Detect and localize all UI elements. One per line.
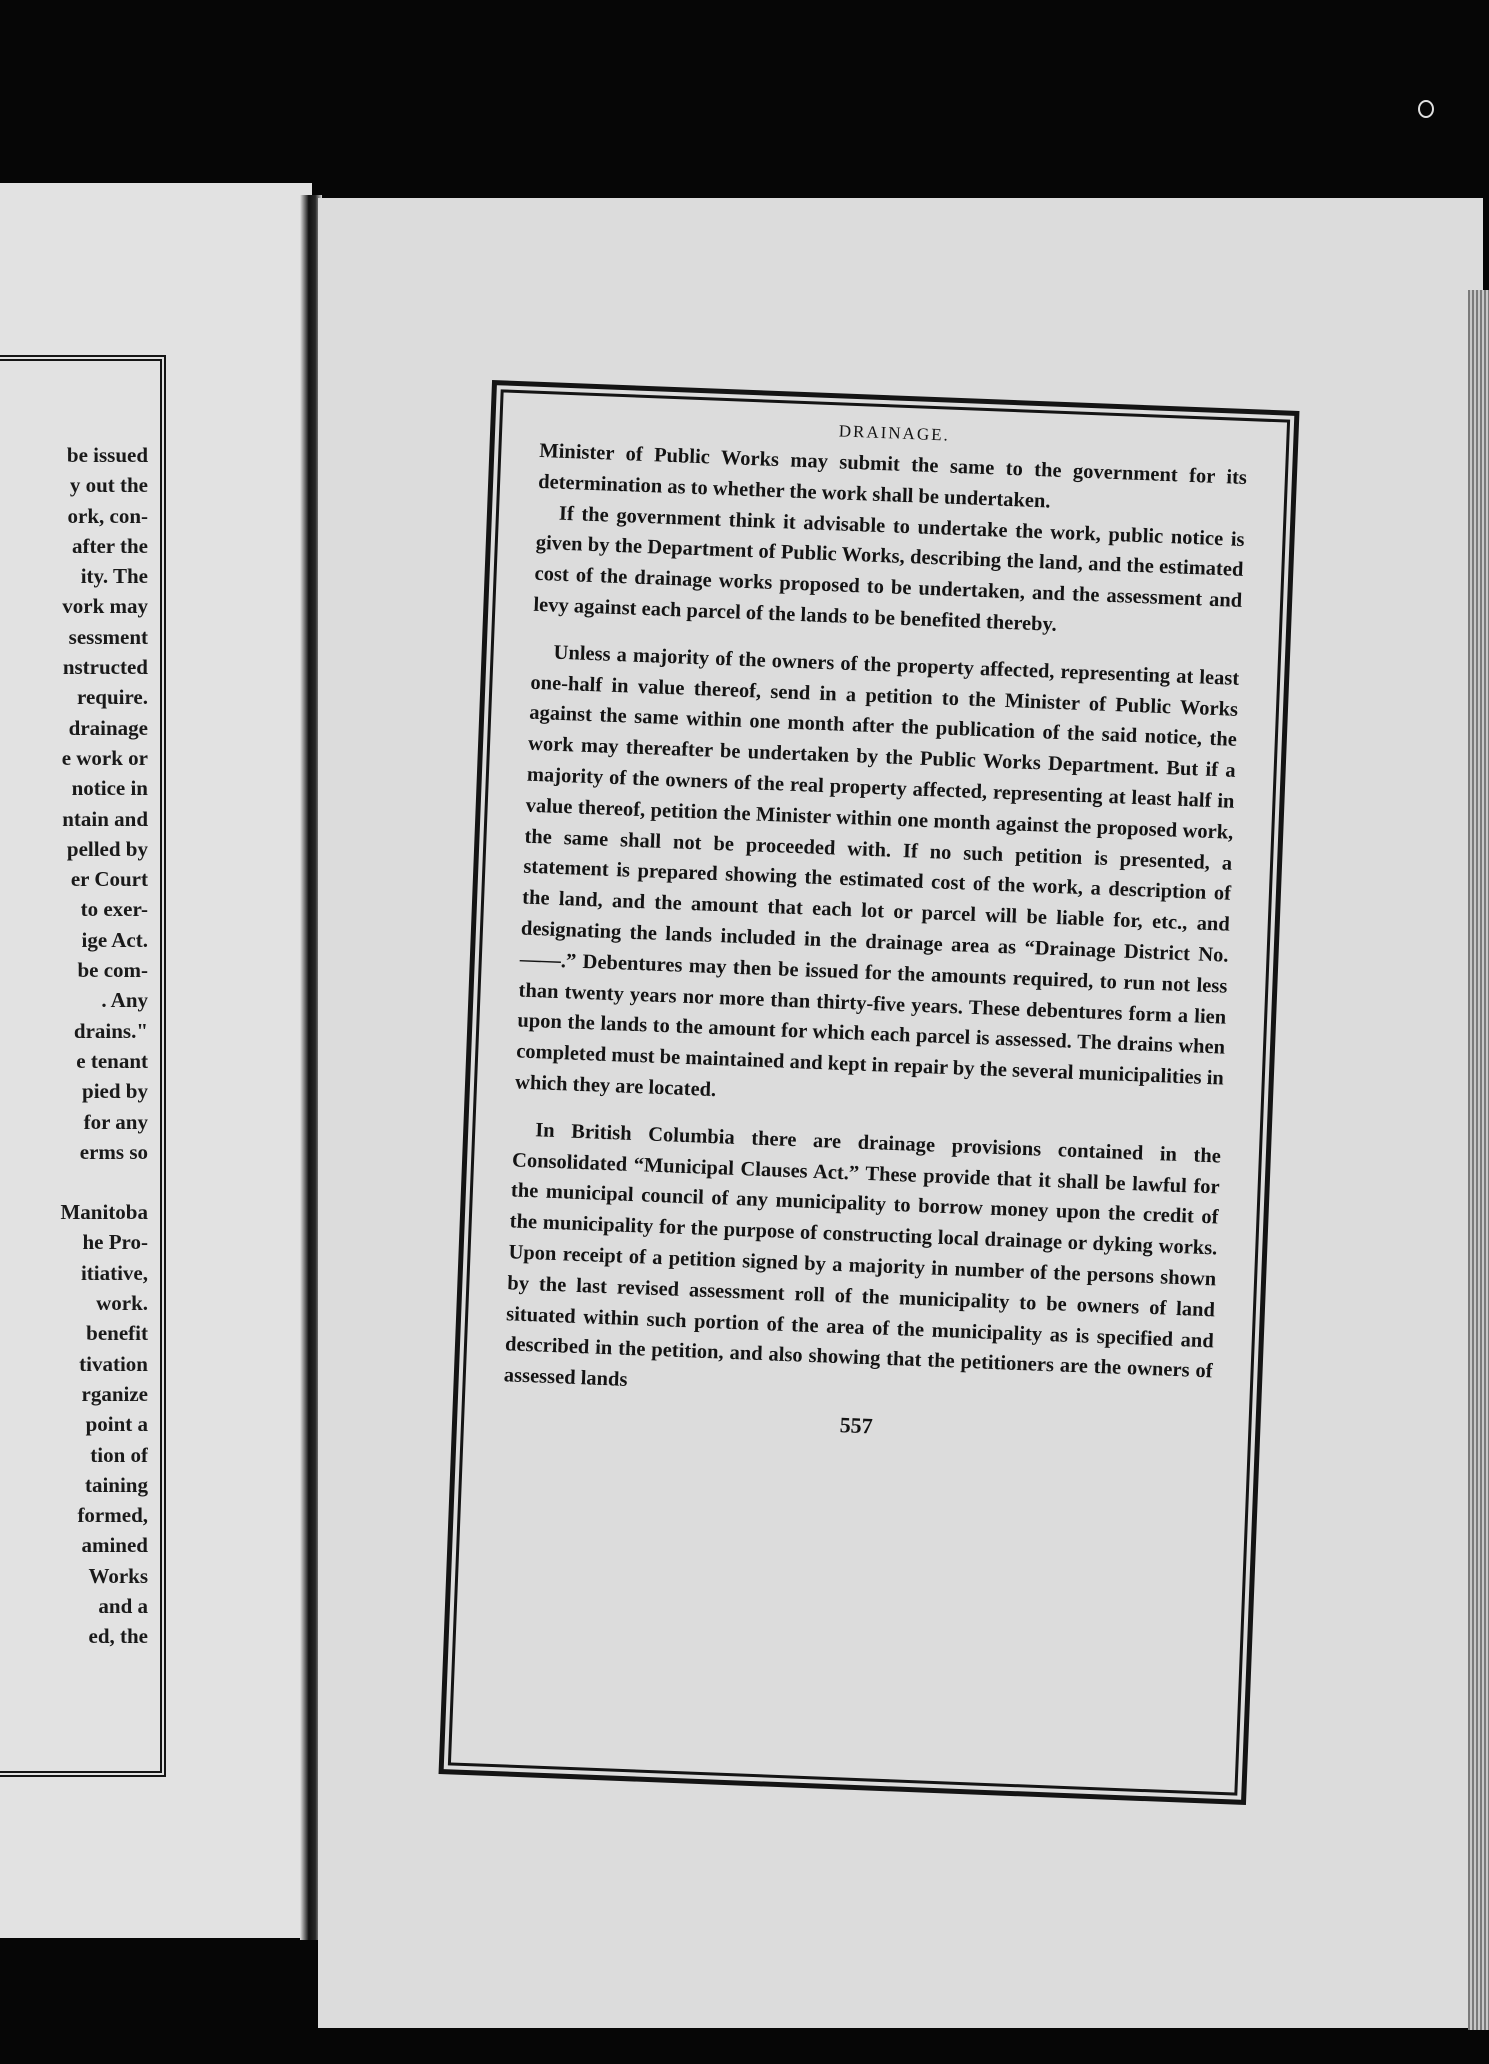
left-line: . Any [101,988,148,1013]
left-line: require. [77,685,148,710]
page-number: 557 [839,1412,874,1439]
left-line: tion of [90,1442,148,1467]
paragraph: Unless a majority of the owners of the property affected, representing at least one-half in value thereof, send in a petition to the Minister of Public Works against the same within one month after the publication of the said notice, the work may thereafter be undertaken by the Public Works Department. But if a majority of the owners of the real property affected, representing at least half in value thereof, petition the Minister within one month against the proposed work, the same shall not be proceeded with. If no such petition is presented, a statement is prepared showing the estimated cost of the work, a description of the land, and the amount that each lot or parcel will be liable for, etc., and designating the lands included in the drainage area as “Drainage District No. ——.” Debentures may then be issued for the amounts required, to run not less than twenty years nor more than thirty-five years. These debentures form a lien upon the lands to the amount for which each parcel is assessed. The drains when completed must be maintained and kept in repair by the several municipalities in which they are located. [514,641,1240,1102]
left-line: amined [81,1533,148,1558]
left-line: er Court [70,867,148,892]
paragraph: Minister of Public Works may submit the same to the government for its determination as to whether the work shall be undertaken. [537,439,1248,513]
left-line: tivation [79,1351,148,1376]
left-line: vork may [62,594,148,619]
left-line: he Pro- [82,1230,148,1255]
left-line: to exer- [80,897,148,922]
left-line: itiative, [80,1260,148,1285]
left-line: y out the [69,473,148,498]
left-line: taining [84,1472,148,1497]
page-edges [1468,290,1489,2030]
left-page-text [0,440,148,1652]
left-line: sessment [68,624,148,649]
left-line: point a [85,1412,148,1437]
left-line: formed, [77,1503,148,1528]
left-line: Manitoba [60,1200,148,1225]
left-line: drainage [68,715,148,740]
left-line: ity. The [80,564,148,589]
left-line: Works [88,1563,148,1588]
left-line: erms so [79,1139,148,1164]
left-line: pelled by [66,836,148,861]
paragraph: In British Columbia there are drainage provisions contained in the Consolidated “Municipal Clauses Act.” These provide that it shall be lawful for the municipal council of any municipality to borrow money upon the credit of the municipality for the purpose of constructing local drainage or dyking works. Upon receipt of a petition signed by a majority in number of the persons shown by the last revised assessment roll of the municipality to be owners of land situated within such portion of the area of the municipality as is specified and described in the petition, and also showing that the petitioners are the owners of assessed lands [503,1118,1222,1392]
left-line: benefit [86,1321,148,1346]
left-line: be com- [77,958,148,983]
left-line: drains." [73,1018,148,1043]
left-line: and a [98,1593,148,1618]
left-line: work. [96,1291,148,1316]
left-line: nstructed [62,655,148,680]
left-line: for any [83,1109,148,1134]
left-line: e tenant [76,1048,148,1073]
left-line: notice in [71,776,148,801]
scan-speck [1418,100,1434,118]
left-line: ige Act. [81,927,148,952]
left-line: pied by [82,1079,148,1104]
paragraph: If the government think it advisable to undertake the work, public notice is given by the Department of Public Works, describing the land, and the estimated cost of the drainage works proposed to be undertaken, and the assessment and levy against each parcel of the lands to be benefited thereby. [533,502,1245,636]
left-line: ed, the [88,1624,148,1649]
page-text-block [439,380,1300,1805]
left-line: rganize [81,1381,148,1406]
running-head: DRAINAGE. [838,421,951,445]
page-content [502,410,1248,1452]
left-line: be issued [66,443,148,467]
left-line: ork, con- [67,503,148,528]
left-line: e work or [61,745,148,770]
left-line: after the [72,533,148,558]
left-line: ntain and [62,806,148,831]
